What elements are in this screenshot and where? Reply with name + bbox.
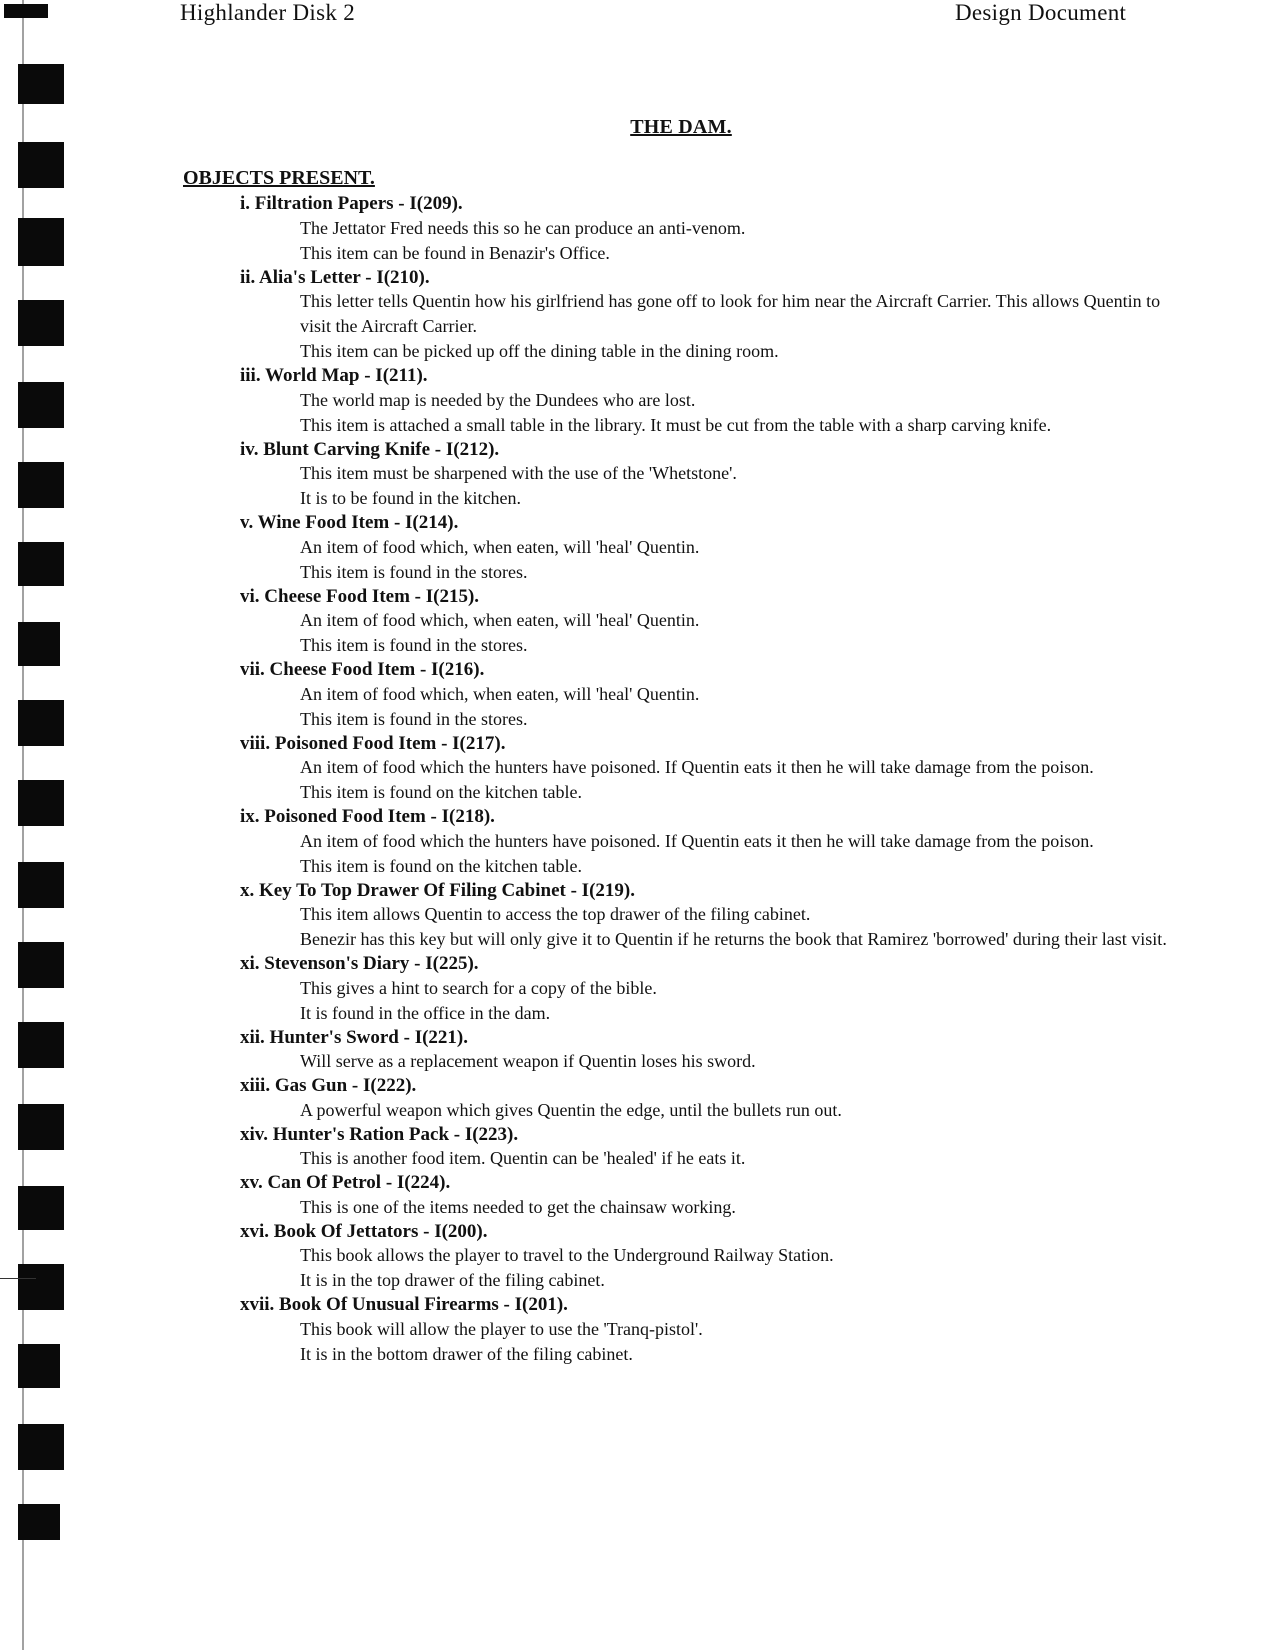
list-item: [0, 658, 1275, 732]
description-line: Benezir has this key but will only give it to Quentin if he returns the book that Ramirez 'borrowed' during their last visit.: [300, 929, 1167, 949]
binder-punch-hole: [18, 142, 64, 188]
item-description: [300, 1195, 1170, 1220]
binder-punch-hole: [18, 1424, 64, 1470]
list-item: [0, 1220, 1275, 1294]
item-label: iv. Blunt Carving Knife - I(212).: [240, 438, 500, 460]
item-description: [300, 902, 1170, 952]
item-label: vi. Cheese Food Item - I(215).: [240, 585, 480, 607]
binder-punch-hole: [18, 64, 64, 104]
list-item: [0, 585, 1275, 659]
list-item: [0, 1293, 1275, 1367]
item-description: [300, 829, 1170, 879]
description-line: This item can be found in Benazir's Office.: [300, 242, 610, 263]
list-item: [0, 511, 1275, 585]
description-line: This item allows Quentin to access the top drawer of the filing cabinet.: [300, 904, 811, 924]
object-list: [0, 192, 1275, 1367]
item-description: [300, 289, 1170, 364]
description-line: This book will allow the player to use the 'Tranq-pistol'.: [300, 1318, 703, 1339]
item-description: [300, 216, 1170, 266]
description-line: The Jettator Fred needs this so he can produce an anti-venom.: [300, 217, 746, 238]
description-line: This item can be picked up off the dining table in the dining room.: [300, 341, 779, 361]
description-line: Will serve as a replacement weapon if Quentin loses his sword.: [300, 1051, 756, 1071]
section-heading: OBJECTS PRESENT.: [183, 167, 375, 189]
item-label: v. Wine Food Item - I(214).: [240, 512, 459, 533]
item-label: i. Filtration Papers - I(209).: [240, 193, 463, 214]
item-label: xi. Stevenson's Diary - I(225).: [240, 953, 479, 974]
item-label: ii. Alia's Letter - I(210).: [240, 266, 430, 288]
list-item: [0, 879, 1275, 953]
item-description: [300, 388, 1170, 438]
item-description: [300, 1146, 1170, 1171]
item-label: viii. Poisoned Food Item - I(217).: [240, 732, 506, 754]
item-description: [300, 1317, 1170, 1367]
item-label: ix. Poisoned Food Item - I(218).: [240, 806, 495, 827]
description-line: It is in the top drawer of the filing cabinet.: [300, 1270, 605, 1290]
header-left: Highlander Disk 2: [180, 0, 356, 25]
description-line: This item is found in the stores.: [300, 708, 528, 729]
description-line: This item must be sharpened with the use of the 'Whetstone'.: [300, 463, 737, 483]
item-description: [300, 461, 1170, 511]
description-line: This item is found in the stores.: [300, 635, 528, 655]
binder-punch-hole: [18, 1504, 60, 1540]
description-line: This item is attached a small table in the library. It must be cut from the table with a sharp carving knife.: [300, 414, 1052, 435]
binder-punch-hole: [4, 4, 48, 18]
description-line: An item of food which, when eaten, will 'heal' Quentin.: [300, 610, 700, 630]
item-label: vii. Cheese Food Item - I(216).: [240, 659, 485, 680]
item-description: [300, 755, 1170, 805]
item-label: xiv. Hunter's Ration Pack - I(223).: [240, 1123, 519, 1145]
list-item: [0, 1074, 1275, 1123]
description-line: It is in the bottom drawer of the filing cabinet.: [300, 1343, 633, 1364]
list-item: [0, 732, 1275, 806]
item-label: xiii. Gas Gun - I(222).: [240, 1075, 417, 1096]
page-title: THE DAM.: [630, 116, 732, 138]
description-line: This is one of the items needed to get the chainsaw working.: [300, 1196, 736, 1217]
list-item: [0, 805, 1275, 879]
description-line: This is another food item. Quentin can be 'healed' if he eats it.: [300, 1148, 746, 1168]
description-line: An item of food which the hunters have poisoned. If Quentin eats it then he will take damage from the poison.: [300, 757, 1094, 777]
item-label: iii. World Map - I(211).: [240, 365, 428, 386]
item-description: [300, 608, 1170, 658]
item-label: xv. Can Of Petrol - I(224).: [240, 1172, 451, 1193]
description-line: A powerful weapon which gives Quentin the edge, until the bullets run out.: [300, 1099, 842, 1120]
item-label: xvii. Book Of Unusual Firearms - I(201).: [240, 1294, 568, 1315]
item-label: x. Key To Top Drawer Of Filing Cabinet - I(219).: [240, 879, 635, 901]
item-description: [300, 1049, 1170, 1074]
item-description: [300, 1098, 1170, 1123]
description-line: This item is found on the kitchen table.: [300, 782, 582, 802]
description-line: The world map is needed by the Dundees who are lost.: [300, 389, 696, 410]
description-line: This item is found in the stores.: [300, 561, 528, 582]
description-line: An item of food which the hunters have poisoned. If Quentin eats it then he will take damage from the poison.: [300, 830, 1094, 851]
description-line: This book allows the player to travel to the Underground Railway Station.: [300, 1245, 834, 1265]
item-description: [300, 682, 1170, 732]
item-description: [300, 1243, 1170, 1293]
item-description: [300, 535, 1170, 585]
header-right: Design Document: [955, 0, 1127, 25]
description-line: It is found in the office in the dam.: [300, 1002, 551, 1023]
description-line: This letter tells Quentin how his girlfriend has gone off to look for him near the Aircraft Carrier. This allows Quentin to visit the Aircraft Carrier.: [300, 291, 1161, 336]
description-line: It is to be found in the kitchen.: [300, 488, 521, 508]
list-item: [0, 192, 1275, 266]
list-item: [0, 952, 1275, 1026]
list-item: [0, 364, 1275, 438]
description-line: This gives a hint to search for a copy of the bible.: [300, 977, 657, 998]
list-item: [0, 1026, 1275, 1075]
item-label: xvi. Book Of Jettators - I(200).: [240, 1220, 488, 1242]
item-label: xii. Hunter's Sword - I(221).: [240, 1026, 468, 1048]
description-line: This item is found on the kitchen table.: [300, 855, 582, 876]
list-item: [0, 438, 1275, 512]
description-line: An item of food which, when eaten, will 'heal' Quentin.: [300, 683, 700, 704]
list-item: [0, 1123, 1275, 1172]
description-line: An item of food which, when eaten, will 'heal' Quentin.: [300, 536, 700, 557]
list-item: [0, 266, 1275, 365]
item-description: [300, 976, 1170, 1026]
list-item: [0, 1171, 1275, 1220]
